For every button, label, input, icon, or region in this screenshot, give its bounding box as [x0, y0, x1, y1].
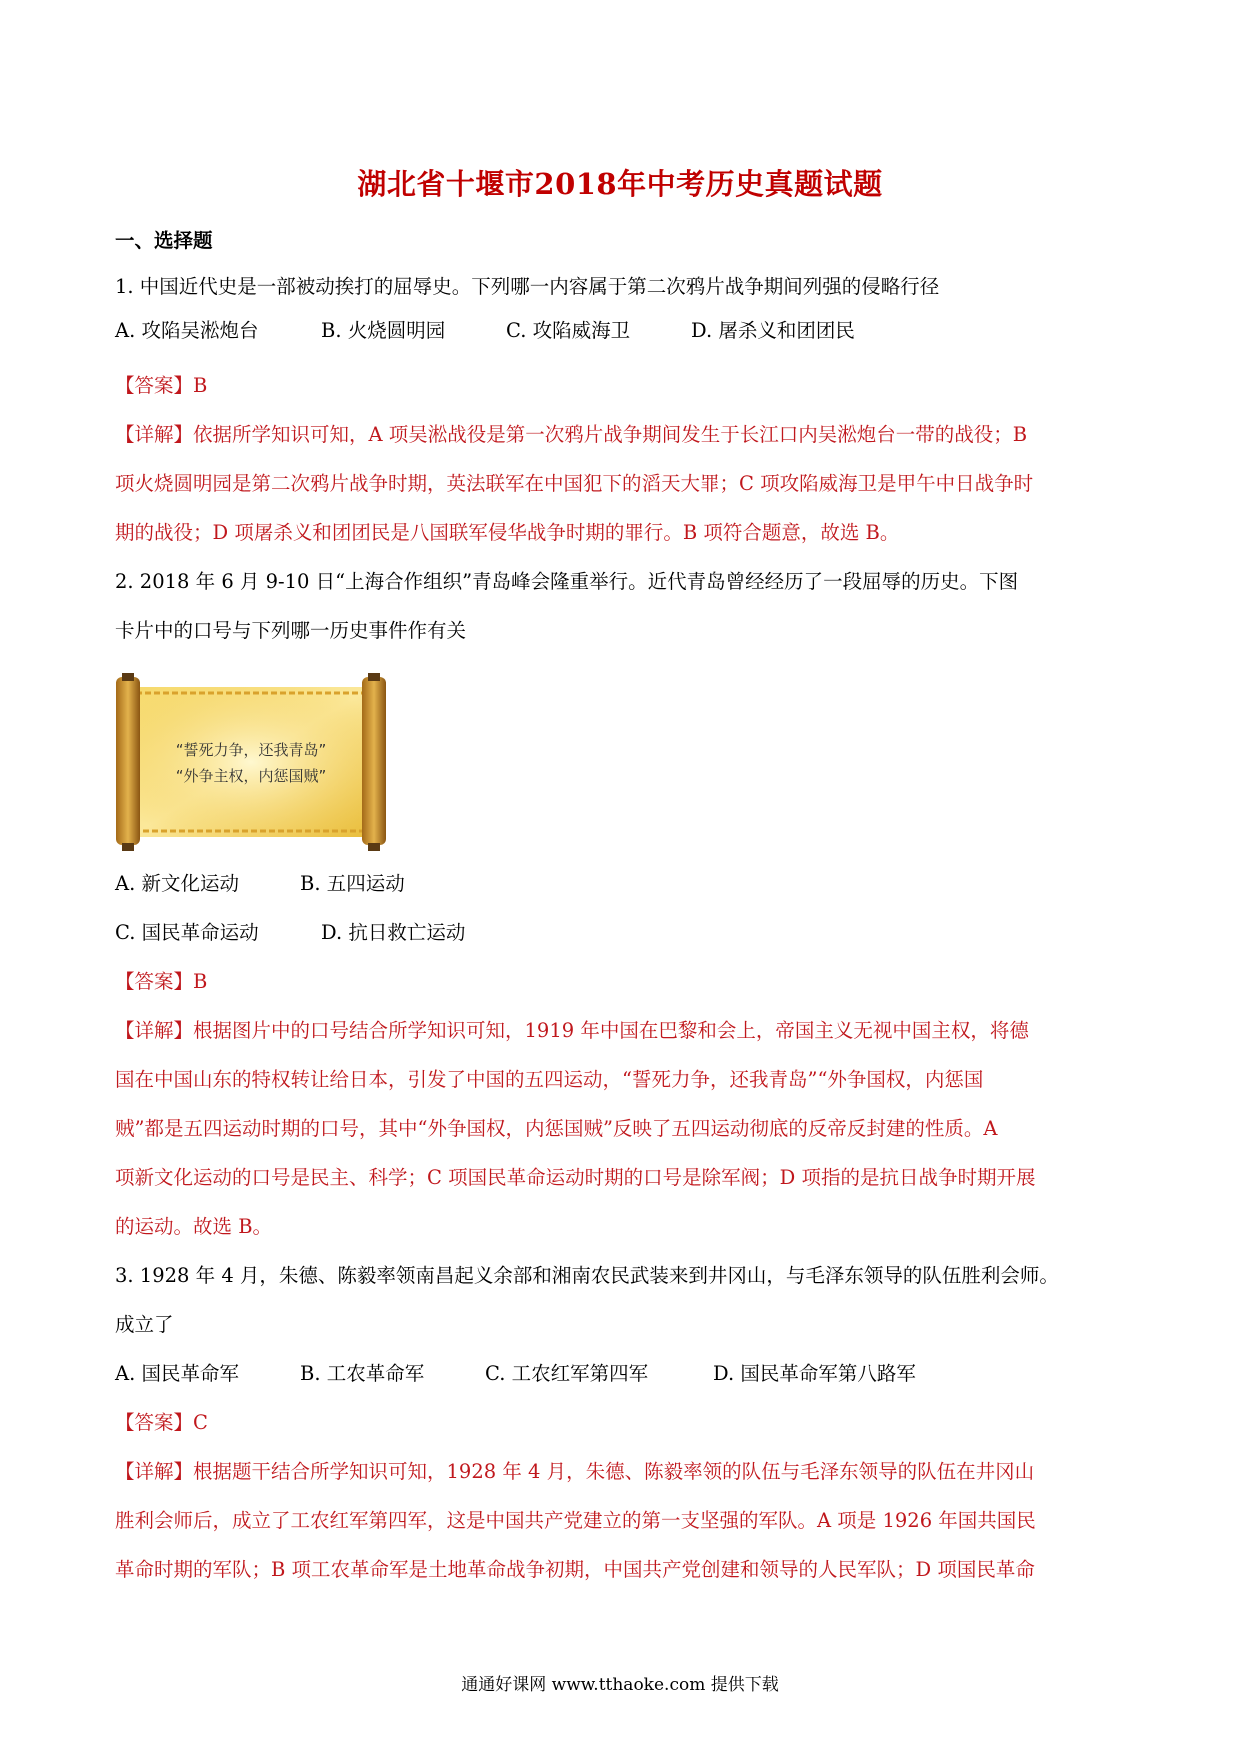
q3-answer: 【答案】C	[115, 1411, 208, 1434]
q1-explain-line: 【详解】依据所学知识可知，A 项吴淞战役是第一次鸦片战争期间发生于长江口内吴淞炮台一带的战役；B	[115, 423, 1028, 446]
q3-explain-line: 革命时期的军队；B 项工农革命军是土地革命战争初期，中国共产党创建和领导的人民军队；D 项国民革命	[115, 1558, 1035, 1581]
q2-answer: 【答案】B	[115, 970, 208, 993]
q3-option-d: D. 国民革命军第八路军	[713, 1362, 916, 1385]
q2-option-d: D. 抗日救亡运动	[321, 921, 466, 944]
q2-explain-line: 项新文化运动的口号是民主、科学；C 项国民革命运动时期的口号是除军阀；D 项指的是抗日战争时期开展	[115, 1166, 1036, 1189]
scroll-slogan-2: “外争主权，内惩国贼”	[175, 767, 327, 785]
q1-options	[115, 316, 855, 346]
q2-explain-line: 的运动。故选 B。	[115, 1215, 273, 1238]
q2-stem-line: 2. 2018 年 6 月 9-10 日“上海合作组织”青岛峰会隆重举行。近代青岛曾经经历了一段屈辱的历史。下图	[115, 570, 1019, 593]
q2-option-c: C. 国民革命运动	[115, 921, 259, 944]
q2-options-row2	[115, 918, 465, 948]
q1-option-c: C. 攻陷威海卫	[506, 319, 631, 342]
q2-explain-line: 贼”都是五四运动时期的口号，其中“外争国权，内惩国贼”反映了五四运动彻底的反帝反封建的性质。A	[115, 1117, 998, 1140]
scroll-right-roller	[362, 677, 386, 845]
page-title: 湖北省十堰市2018年中考历史真题试题	[357, 167, 883, 201]
q3-explain-line: 胜利会师后，成立了工农红军第四军，这是中国共产党建立的第一支坚强的军队。A 项是 1926 年国共国民	[115, 1509, 1036, 1532]
q2-stem-line: 卡片中的口号与下列哪一历史事件作有关	[115, 619, 467, 642]
q1-option-d: D. 屠杀义和团团民	[691, 319, 855, 342]
section-heading: 一、选择题	[115, 229, 213, 252]
q3-option-c: C. 工农红军第四军	[485, 1362, 649, 1385]
scroll-slogan-1: “誓死力争，还我青岛”	[175, 741, 327, 759]
q2-options-row1	[115, 869, 405, 899]
q1-stem: 1. 中国近代史是一部被动挨打的屈辱史。下列哪一内容属于第二次鸦片战争期间列强的侵略行径	[115, 275, 940, 298]
q2-option-a: A. 新文化运动	[115, 872, 239, 895]
q1-option-a: A. 攻陷吴淞炮台	[115, 319, 259, 342]
q1-option-b: B. 火烧圆明园	[321, 319, 446, 342]
q1-explain-line: 期的战役；D 项屠杀义和团团民是八国联军侵华战争时期的罪行。B 项符合题意，故选 B。	[115, 521, 900, 544]
q2-explain-line: 【详解】根据图片中的口号结合所学知识可知，1919 年中国在巴黎和会上，帝国主义无视中国主权，将德	[115, 1019, 1029, 1042]
scroll-image	[112, 673, 390, 851]
page-footer: 通通好课网 www.tthaoke.com 提供下载	[461, 1675, 779, 1695]
q3-stem-line: 成立了	[115, 1313, 174, 1336]
q3-explain-line: 【详解】根据题干结合所学知识可知，1928 年 4 月，朱德、陈毅率领的队伍与毛泽东领导的队伍在井冈山	[115, 1460, 1035, 1483]
q3-option-b: B. 工农革命军	[300, 1362, 425, 1385]
scroll-left-roller	[116, 677, 140, 845]
q2-explain-line: 国在中国山东的特权转让给日本，引发了中国的五四运动，“誓死力争，还我青岛”“外争国权，内惩国	[115, 1068, 984, 1091]
q1-answer: 【答案】B	[115, 374, 208, 397]
q2-option-b: B. 五四运动	[300, 872, 405, 895]
q3-stem-line: 3. 1928 年 4 月，朱德、陈毅率领南昌起义余部和湘南农民武装来到井冈山，与毛泽东领导的队伍胜利会师。	[115, 1264, 1059, 1287]
q3-options	[115, 1359, 916, 1389]
q1-explain-line: 项火烧圆明园是第二次鸦片战争时期，英法联军在中国犯下的滔天大罪；C 项攻陷威海卫是甲午中日战争时	[115, 472, 1034, 495]
q3-option-a: A. 国民革命军	[115, 1362, 239, 1385]
